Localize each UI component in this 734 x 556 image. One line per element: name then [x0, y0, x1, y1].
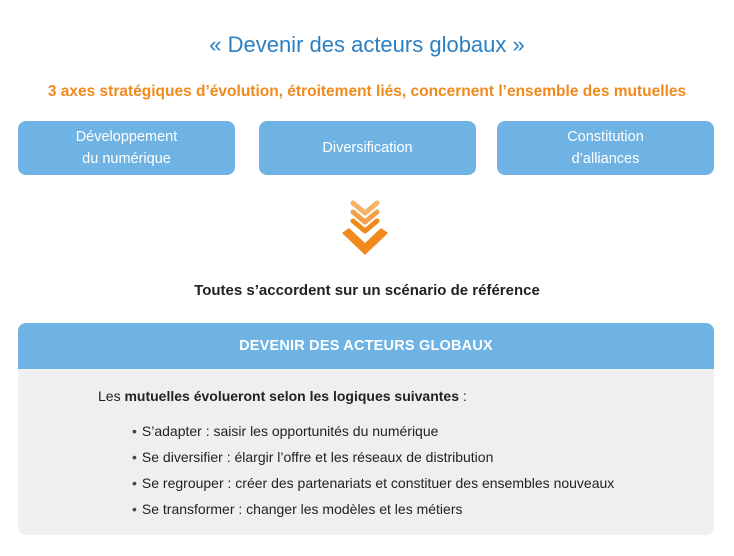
panel-intro	[98, 388, 467, 404]
list-item: • Se regrouper : créer des partenariats et constituer des ensembles nouveaux	[132, 470, 614, 496]
list-item: • Se diversifier : élargir l’offre et les réseaux de distribution	[132, 444, 614, 470]
axis-label-line1: Constitution	[567, 129, 644, 145]
scenario-panel	[18, 323, 714, 535]
page-title: « Devenir des acteurs globaux »	[209, 32, 525, 57]
axis-label-line2: du numérique	[82, 151, 171, 167]
axis-label-line1: Développement	[75, 129, 178, 145]
intro-suffix: :	[459, 388, 467, 404]
axis-box-diversification	[259, 121, 476, 175]
axis-label-line1: Diversification	[322, 140, 413, 156]
list-item: • Se transformer : changer les modèles et les métiers	[132, 496, 614, 522]
chevron-top	[353, 203, 377, 213]
intro-prefix: Les	[98, 388, 125, 404]
axis-label-line2: d’alliances	[571, 151, 640, 167]
axis-box-alliances	[497, 121, 714, 175]
conclusion-text: Toutes s’accordent sur un scénario de référence	[194, 282, 540, 299]
intro-bold: mutuelles évolueront selon les logiques suivantes	[124, 388, 460, 404]
strategy-list	[132, 418, 614, 522]
list-item: • S’adapter : saisir les opportunités du numérique	[132, 418, 614, 444]
axis-box-numerique	[18, 121, 235, 175]
panel-header: DEVENIR DES ACTEURS GLOBAUX	[18, 323, 714, 369]
subtitle: 3 axes stratégiques d’évolution, étroitement liés, concernent l’ensemble des mutuelles	[47, 83, 687, 100]
triple-chevron-down-arrow-icon	[336, 198, 394, 264]
